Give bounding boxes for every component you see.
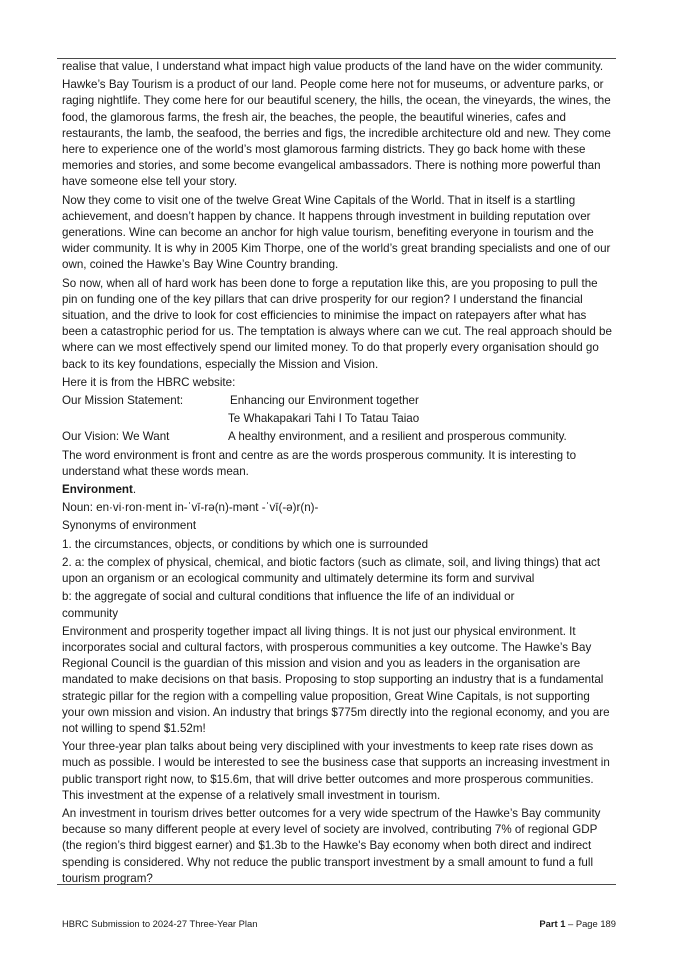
definition-item-continued: community bbox=[62, 606, 119, 620]
definition-synonyms: Synonyms of environment bbox=[62, 519, 197, 533]
definition-heading bbox=[62, 482, 614, 498]
paragraph: The word environment is front and centre as are the words prosperous community. It is interesting to understand what these words mean. bbox=[62, 448, 577, 478]
mission-label: Our Mission Statement: bbox=[62, 394, 184, 408]
paragraph: Environment and prosperity together impact all living things. It is not just our physical environment. It incorporates social and cultural factors, with prosperous communities a key outcome. The Hawke’s Bay Regional Council is the guardian of this mission and vision and you as leaders in the organisation are mandated to make decisions on that basis. Proposing to stop supporting an industry that is a fundamental strategic pillar for the region with a compelling value proposition, Great Wine Capitals, is not supporting your own mission and vision. An industry that brings $775m directly into the regional economy, and you are not willing to spend $1.52m! bbox=[62, 624, 610, 735]
paragraph: So now, when all of hard work has been done to forge a reputation like this, are you proposing to pull the pin on funding one of the key pillars that can drive prosperity for our region? I understand the financial situation, and the drive to look for cost efficiencies to minimise the impact on ratepayers after what has been a catastrophic period for us. The temptation is always where can we cut. The real approach should be where can we most effectively spend our limited money. To do that properly every organisation should go back to its key foundations, especially the Mission and Vision. bbox=[62, 276, 612, 371]
vision-row bbox=[62, 429, 614, 445]
footer-part: Part 1 bbox=[539, 918, 566, 929]
vision-text: A healthy environment, and a resilient and prosperous community. bbox=[228, 430, 567, 444]
footer-page: – Page 189 bbox=[565, 918, 616, 929]
definition-term: Environment bbox=[62, 483, 133, 497]
paragraph: An investment in tourism drives better outcomes for a very wide spectrum of the Hawke’s Bay community because so many different people at every level of society are involved, contributing 7% of regional GDP (the region’s third biggest earner) and $1.3b to the Hawke's Bay economy when both direct and indirect spending is considered. Why not reduce the public transport investment by a small amount to fund a full tourism program? bbox=[62, 806, 601, 885]
vision-label: Our Vision: We Want bbox=[62, 430, 170, 444]
paragraph: realise that value, I understand what impact high value products of the land have on the wider community. bbox=[62, 60, 604, 73]
paragraph: Hawke’s Bay Tourism is a product of our land. People come here not for museums, or adventure parks, or raging nightlife. They come here for our beautiful scenery, the hills, the ocean, the vineyards, the wines, the food, the glamorous farms, the fresh air, the beaches, the people, the beautiful wineries, cafes and restaurants, the lamb, the seafood, the berries and figs, the incredible architecture old and new. They come here to experience one of the world’s most glamorous farming districts. They go back home with these memories and stories, and some become evangelical ambassadors. There is nothing more powerful than have someone else tell your story. bbox=[62, 78, 611, 189]
mission-text: Enhancing our Environment together bbox=[230, 394, 419, 408]
mission-row bbox=[62, 393, 614, 409]
definition-item: b: the aggregate of social and cultural conditions that influence the life of an individual or bbox=[62, 590, 515, 604]
paragraph: Now they come to visit one of the twelve Great Wine Capitals of the World. That in itself is a startling achievement, and doesn’t happen by chance. It happens through investment in building reputation over generations. Wine can become an anchor for high value tourism, benefiting everyone in tourism and the wider community. It is why in 2005 Kim Thorpe, one of the world’s great branding specialists and one of our own, coined the Hawke’s Bay Wine Country branding. bbox=[62, 193, 611, 272]
definition-noun: Noun: en·vi·ron·ment in-ˈvī-rə(n)-mənt -ˈvī(-ə)r(n)- bbox=[62, 501, 319, 515]
body-text bbox=[62, 59, 614, 889]
definition-item: 1. the circumstances, objects, or conditions by which one is surrounded bbox=[62, 537, 429, 551]
footer-page-number bbox=[539, 918, 616, 929]
paragraph: Your three-year plan talks about being very disciplined with your investments to keep rate rises down as much as possible. I would be interested to see the business case that supports an increasing investment in public transport right now, to $15.6m, that will drive better outcomes and more prosperous communities. This investment at the expense of a relatively small investment in tourism. bbox=[62, 740, 610, 802]
bottom-divider bbox=[57, 884, 616, 885]
mission-text-maori: Te Whakapakari Tahi I To Tatau Taiao bbox=[228, 412, 420, 426]
paragraph: Here it is from the HBRC website: bbox=[62, 375, 236, 389]
definition-item: 2. a: the complex of physical, chemical, and biotic factors (such as climate, soil, and living things) that act upon an organism or an ecological community and ultimately determine its form and survival bbox=[62, 555, 601, 586]
definition-heading-punct: . bbox=[132, 483, 137, 497]
footer-title: HBRC Submission to 2024-27 Three-Year Plan bbox=[62, 918, 258, 929]
